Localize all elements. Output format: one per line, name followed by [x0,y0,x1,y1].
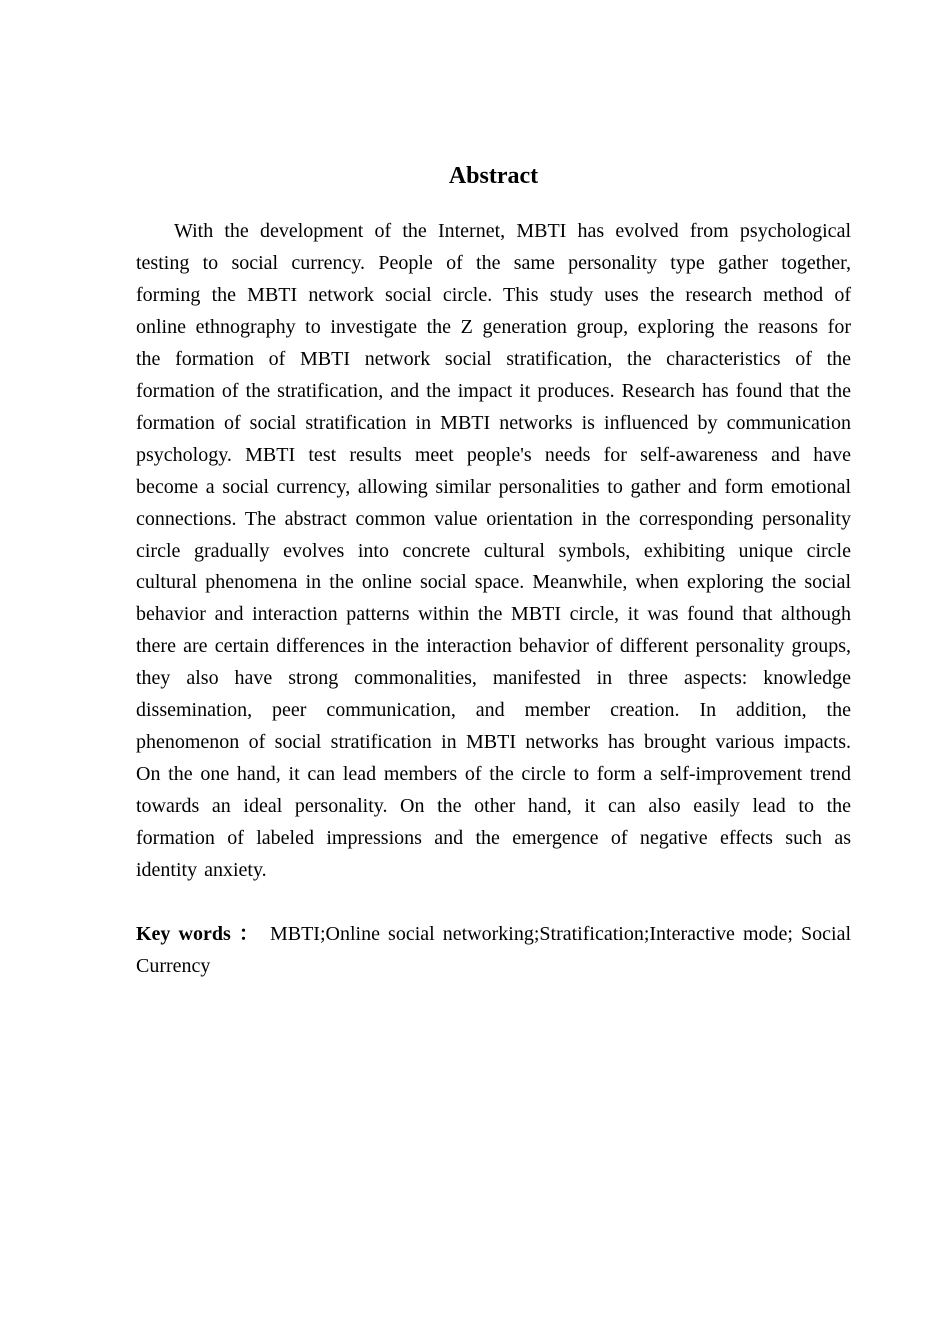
keywords-line [136,919,851,983]
keywords-value: MBTI;Online social networking;Stratification;Interactive mode; Social Currency [136,923,851,977]
keywords-label: Key words [136,923,231,946]
abstract-paragraph: With the development of the Internet, MBTI has evolved from psychological testing to social currency. People of the same personality type gather together, forming the MBTI network social circle. This study uses the research method of online ethnography to investigate the Z generation group, exploring the reasons for the formation of MBTI network social stratification, the characteristics of the formation of the stratification, and the impact it produces. Research has found that the formation of social stratification in MBTI networks is influenced by communication psychology. MBTI test results meet people's needs for self-awareness and have become a social currency, allowing similar personalities to gather and form emotional connections. The abstract common value orientation in the corresponding personality circle gradually evolves into concrete cultural symbols, exhibiting unique circle cultural phenomena in the online social space. Meanwhile, when exploring the social behavior and interaction patterns within the MBTI circle, it was found that although there are certain differences in the interaction behavior of different personality groups, they also have strong commonalities, manifested in three aspects: knowledge dissemination, peer communication, and member creation. In addition, the phenomenon of social stratification in MBTI networks has brought various impacts. On the one hand, it can lead members of the circle to form a self-improvement trend towards an ideal personality. On the other hand, it can also easily lead to the formation of labeled impressions and the emergence of negative effects such as identity anxiety. [136,220,851,882]
keywords-separator: ： [238,923,262,946]
abstract-page [136,158,851,983]
abstract-title: Abstract [448,163,539,189]
